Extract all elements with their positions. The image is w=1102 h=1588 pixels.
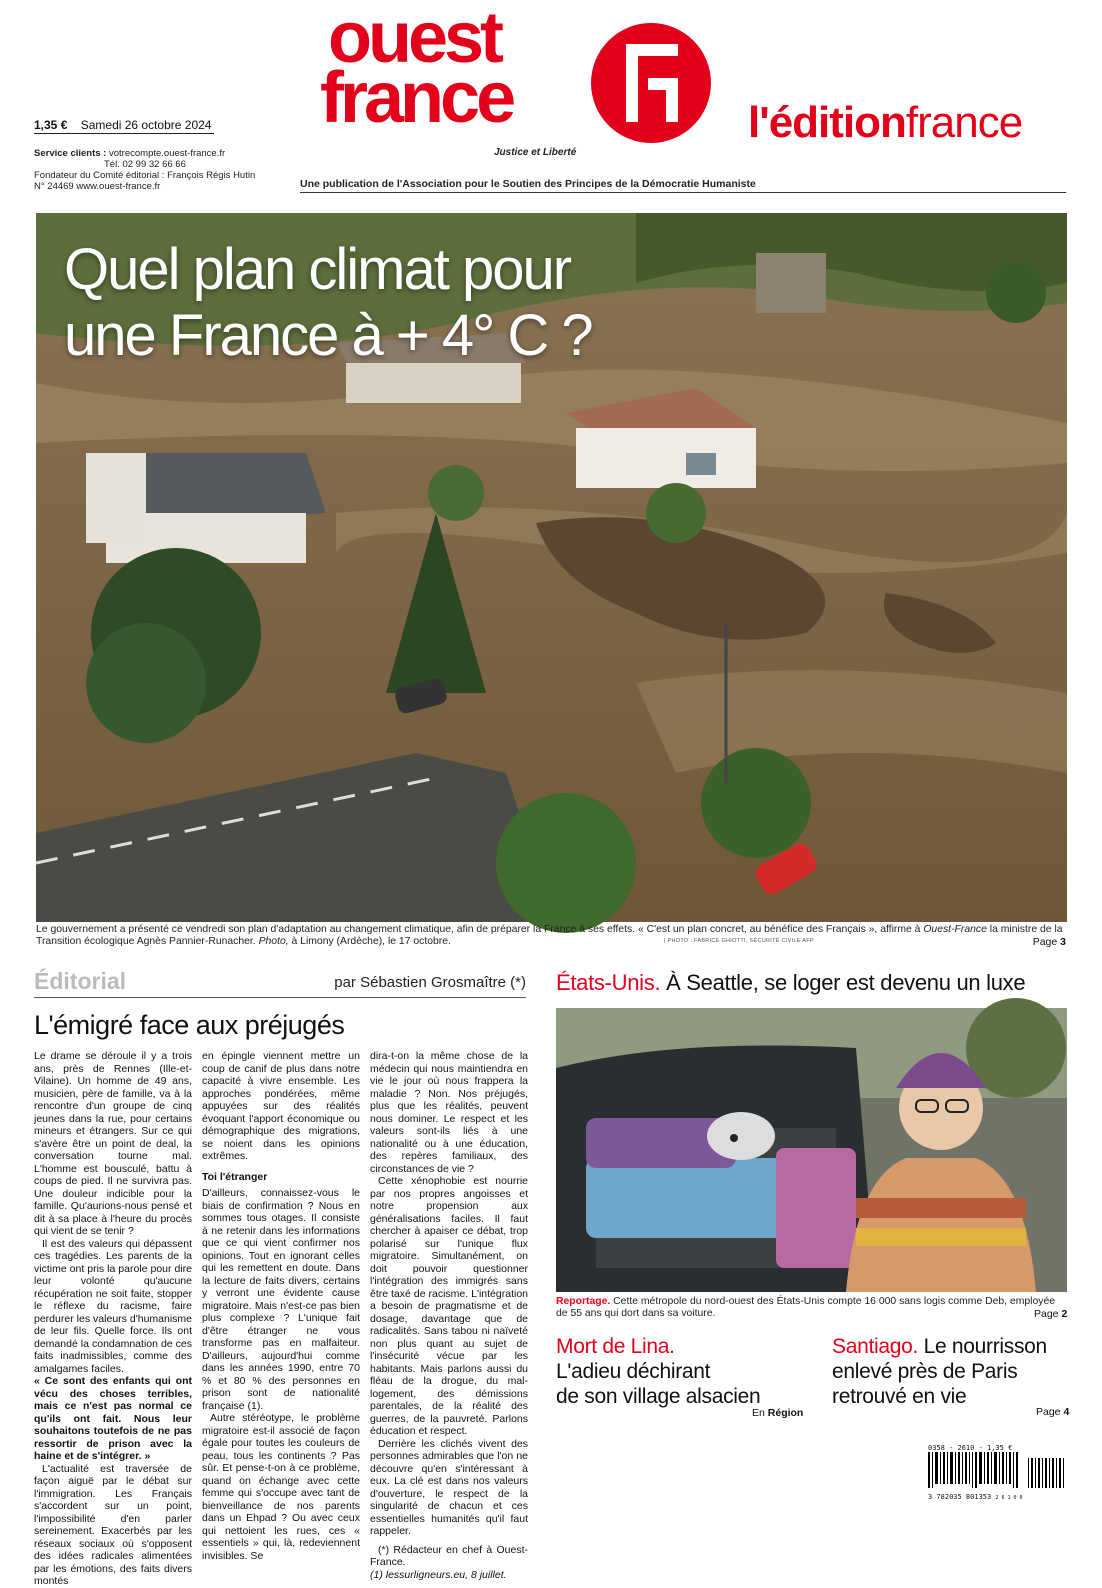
page-ref-3[interactable]: Page 3 bbox=[1032, 936, 1066, 948]
region-ref[interactable]: En Région bbox=[752, 1407, 804, 1419]
editorial-header bbox=[34, 968, 526, 998]
editorial-subheading: Toi l'étranger bbox=[202, 1170, 268, 1183]
price-date-line bbox=[34, 118, 214, 134]
logo-wordmark bbox=[318, 0, 618, 140]
editorial-column-3: dira-t-on la même chose de la médecin qui nous maintiendra en vie le jour où nous frappera la maladie ? Non. Nos préjugés, plus que les réalités, peuvent nous dominer. Le respect et les valeurs sont-ils liés à une nationalité ou à une éducation, des repères familiaux, des circonstances de vie ? Cette xénophobie est nourrie par nos propres angoisses et notre propension aux généralisations faciles. Il faut chercher à apaiser ce débat, trop polarisé sur l'unique flux migratoire. Simultanément, on doit pouvoir questionner l'intégration des immigrés sans être taxé de racisme. L'intégration a besoin de pragmatisme et de dosage, davantage que de radicalités. Sans tabou ni naïveté non plus quant au sujet de l'insécurité vécue par les habitants. Mais parlons aussi du fléau de la drogue, du mal-logement, des démissions parentales, de la réalité des guerres, de la pauvreté. Parlons éducation et respect. Derrière les clichés vivent des personnes admirables que l'on ne découvre qu'en s'intéressant à eux. La clé est dans nos valeurs d'ouverture, le respect de la singularité de chacun et ces essentielles humanités qu'il faut rappeler. (*) Rédacteur en chef à Ouest-France. (1) lessurligneurs.eu, 8 juillet. bbox=[370, 1050, 528, 1581]
woman-car-illustration bbox=[556, 1008, 1067, 1292]
masthead-divider bbox=[300, 192, 1066, 193]
logo-line-1: ouest bbox=[328, 0, 501, 78]
edition-title: l'éditionfrance bbox=[748, 98, 1023, 147]
logo-line-2: france bbox=[320, 58, 513, 138]
editorial-column-1: Le drame se déroule il y a trois ans, près de Rennes (Ille-et-Vilaine). Un homme de 49 ans, musicien, père de famille, va à la rencontre d'un groupe de cinq jeunes dans la rue, pour certains mineurs et étrangers. Sur ce qui s'avère être un point de deal, la conversation tourne mal. L'homme est bousculé, battu à coups de pied. Il ne survivra pas. Une douleur indicible pour la famille. Qu'aurions-nous pensé et dit à sa place à l'heure du procès qui vient de se tenir ? Il est des valeurs qui dépassent ces tragédies. Les parents de la victime ont pris la parole pour dire leur volonté qu'aucune récupération ne soit faite, stopper le réflexe du racisme, faire perdurer les valeurs d'humanisme de leur fils. Quelle force. Ils ont demandé la condamnation de ces faits inadmissibles, comme des amalgames faciles. « Ce sont des enfants qui ont vécu des choses terribles, mais ce n'est pas normal ce qu'ils ont fait. Nous leur souhaitons toutefois de ne pas ressortir de prison avec la haine et de s'intégrer. » L'actualité est traversée de façon aiguë par le débat sur l'immigration. Les Français s'accordent sur un point, l'impossibilité d'en parler sereinement. Exacerbés par les réseaux sociaux où s'opposent des idées radicales alimentées par les émotions, des faits divers montés bbox=[34, 1050, 192, 1587]
barcode-icon bbox=[928, 1452, 1068, 1488]
tagline: Justice et Liberté bbox=[494, 147, 577, 158]
lina-teaser[interactable]: Mort de Lina. L'adieu déchirant de son village alsacien bbox=[556, 1335, 761, 1408]
page-ref-2[interactable]: Page 2 bbox=[1034, 1308, 1068, 1320]
price: 1,35 € bbox=[34, 118, 68, 132]
page-ref-4[interactable]: Page 4 bbox=[1036, 1406, 1070, 1418]
service-info: Service clients : votrecompte.ouest-france.fr Tél. 02 99 32 66 66 Fondateur du Comité éditorial : François Régis Hutin N° 24469 www.ouest-france.fr bbox=[34, 148, 256, 192]
photo-credit: | PHOTO : FABRICE GHIOTTI, SÉCURITÉ CIVILE AFP bbox=[664, 938, 814, 944]
editorial-label: Éditorial bbox=[34, 968, 127, 994]
barcode-top-text: 0358 - 2610 - 1,35 € bbox=[928, 1444, 1013, 1452]
issue-date: Samedi 26 octobre 2024 bbox=[80, 118, 212, 132]
editorial-note: (*) Rédacteur en chef à Ouest-France. bbox=[370, 1543, 528, 1568]
editorial-column-2: en épingle viennent mettre un coup de canif de plus dans notre capacité à vivre ensemble. Les approches pondérées, même appuyées sur des réalités évoquant l'apport économique ou démographique des migrations, se noient dans les opinions extrêmes. Toi l'étranger D'ailleurs, connaissez-vous le biais de confirmation ? Nous en sommes tous otages. Il consiste à ne retenir dans les informations que ce qui vient confirmer nos opinions. Tout en ignorant celles qui les remettent en doute. Dans la lecture de faits divers, certains y verront une évidente cause migratoire. Mais n'est-ce pas bien plus complexe ? L'unique fait d'être étranger ne vous transforme pas en malfaiteur. D'ailleurs, aujourd'hui comme dans les années 1990, entre 70 % et 80 % des personnes en prison sont de nationalité française (1). Autre stéréotype, le problème migratoire est-il associé de façon égale pour toutes les couleurs de peau, tous les continents ? Pas sûr. Et pense-t-on à ce problème, quand on échange avec cette femme qui s'occupe avec tant de bienveillance de nos parents dans un Ehpad ? Ou avec ceux qui nettoient les rues, ces « essentiels » qui, là, redeviennent invisibles. Se bbox=[202, 1050, 360, 1562]
barcode bbox=[928, 1444, 1068, 1500]
hero-headline: Quel plan climat pour une France à + 4° C ? bbox=[64, 237, 592, 368]
seattle-caption: Reportage. Cette métropole du nord-ouest des États-Unis compte 16 000 sans logis comme Deb, employée de 55 ans qui dort dans sa voiture. bbox=[556, 1296, 1055, 1319]
ouest-france-logo-icon bbox=[590, 22, 712, 144]
barcode-number: 3 782035 801353 2 6 1 0 0 bbox=[928, 1493, 1023, 1501]
hero-flood-photo bbox=[36, 213, 1067, 922]
editorial-title: L'émigré face aux préjugés bbox=[34, 1010, 345, 1040]
editorial-author: par Sébastien Grosmaître (*) bbox=[334, 974, 526, 991]
seattle-headline[interactable]: États-Unis. À Seattle, se loger est devenu un luxe bbox=[556, 970, 1026, 995]
seattle-photo bbox=[556, 1008, 1067, 1292]
santiago-teaser[interactable]: Santiago. Le nourrisson enlevé près de Paris retrouvé en vie bbox=[832, 1335, 1047, 1408]
publication-line: Une publication de l'Association pour le Soutien des Principes de la Démocratie Humaniste bbox=[300, 178, 756, 190]
editorial-footnote: (1) lessurligneurs.eu, 8 juillet. bbox=[370, 1568, 507, 1581]
hero-caption: Le gouvernement a présenté ce vendredi son plan d'adaptation au changement climatique, afin de préparer la France à ses effets. « C'est un plan concret, au bénéfice des Français », affirme à Ouest-France la ministre de la Transition écologique Agnès Pannier-Runacher. Photo, à Limony (Ardèche), le 17 octobre. bbox=[36, 924, 1063, 947]
